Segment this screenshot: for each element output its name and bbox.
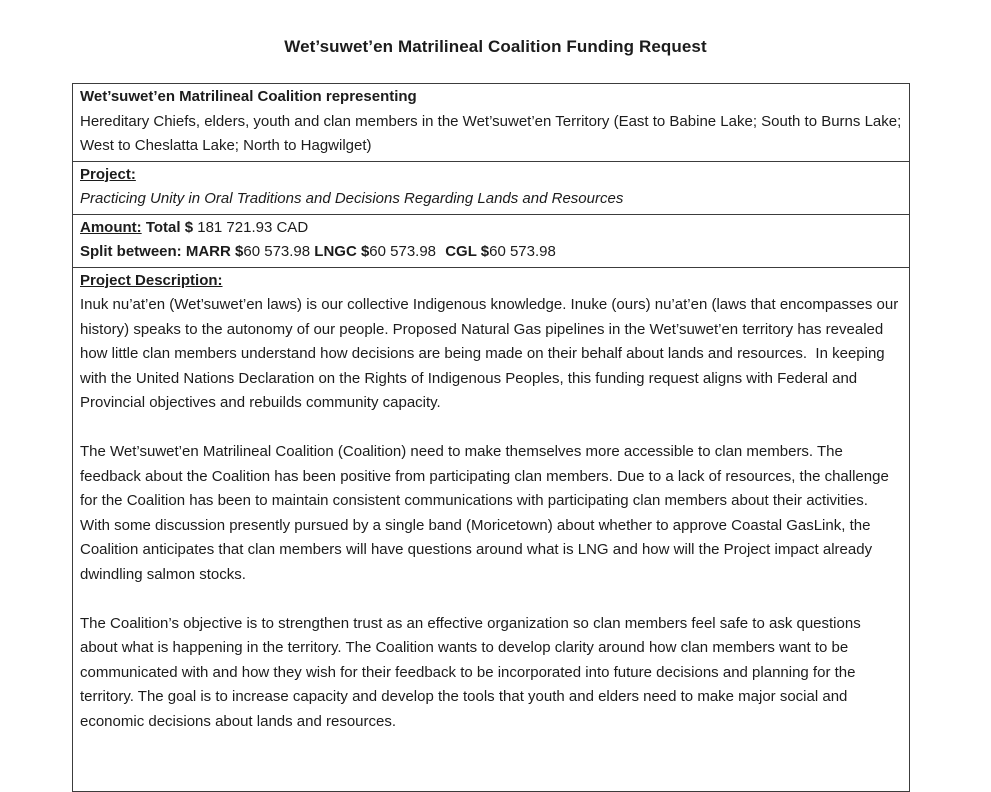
- split-marr-value: 60 573.98: [243, 243, 311, 260]
- description-paragraph-1: Inuk nu’at’en (Wet’suwet’en laws) is our collective Indigenous knowledge. Inuke (ours) nu’at’en (laws that encompasses our history) speaks to the autonomy of our people. Proposed Natural Gas pipelines in the Wet’suwet’en territory has revealed how little clan members understand how decisions are being made on their behalf about lands and resources. In keeping with the United Nations Declaration on the Rights of Indigenous Peoples, this funding request aligns with Federal and Provincial objectives and rebuilds community capacity.: [80, 296, 903, 411]
- amount-label: Amount:: [80, 218, 142, 236]
- funding-request-table: [72, 83, 910, 792]
- representing-heading: Wet’suwet’en Matrilineal Coalition representing: [80, 88, 417, 105]
- row-project-description: [73, 267, 909, 791]
- representing-details: Hereditary Chiefs, elders, youth and clan members in the Wet’suwet’en Territory (East to Babine Lake; South to Burns Lake; West to Cheslatta Lake; North to Hagwilget): [80, 112, 902, 154]
- split-marr: [186, 243, 310, 260]
- description-paragraph-2: The Wet’suwet’en Matrilineal Coalition (Coalition) need to make themselves more accessible to clan members. The feedback about the Coalition has been positive from participating clan members. Due to a lack of resources, the challenge for the Coalition has been to maintain consistent communications with participating clan members about their activities. With some discussion presently pursued by a single band (Moricetown) about whether to approve Coastal GasLink, the Coalition anticipates that clan members will have questions around what is LNG and how will the Project impact already dwindling salmon stocks.: [80, 443, 893, 583]
- split-cgl: [445, 243, 556, 260]
- amount-total-value: 181 721.93 CAD: [197, 218, 309, 236]
- split-cgl-prefix: CGL $: [445, 243, 490, 260]
- split-cgl-value: 60 573.98: [489, 243, 556, 260]
- description-paragraph-3: The Coalition’s objective is to strengthen trust as an effective organization so clan members feel safe to ask questions about what is happening in the territory. The Coalition wants to develop clarity around how clan members want to be communicated with and how they wish for their feedback to be incorporated into future decisions and planning for the territory. The goal is to increase capacity and develop the tools that youth and elders need to make major social and economic decisions about lands and resources.: [80, 614, 865, 730]
- split-lngc-prefix: LNGC $: [314, 243, 370, 260]
- row-amount: [73, 214, 909, 267]
- project-label-line: [80, 163, 902, 188]
- description-label-line: [80, 269, 902, 294]
- split-lngc-value: 60 573.98: [369, 243, 437, 260]
- amount-total-prefix: Total $: [145, 218, 194, 236]
- split-lngc: [314, 243, 436, 260]
- row-representing: [73, 84, 909, 161]
- row-project: [73, 161, 909, 214]
- description-label: Project Description:: [80, 271, 223, 289]
- split-between-label: Split between:: [80, 243, 182, 260]
- amount-total-line: [80, 216, 902, 241]
- page-title: Wet’suwet’en Matrilineal Coalition Funding Request: [284, 37, 707, 56]
- split-marr-prefix: MARR $: [185, 243, 244, 260]
- amount-split-line: [80, 240, 902, 265]
- project-title: Practicing Unity in Oral Traditions and Decisions Regarding Lands and Resources: [80, 190, 624, 207]
- project-label: Project:: [80, 165, 136, 183]
